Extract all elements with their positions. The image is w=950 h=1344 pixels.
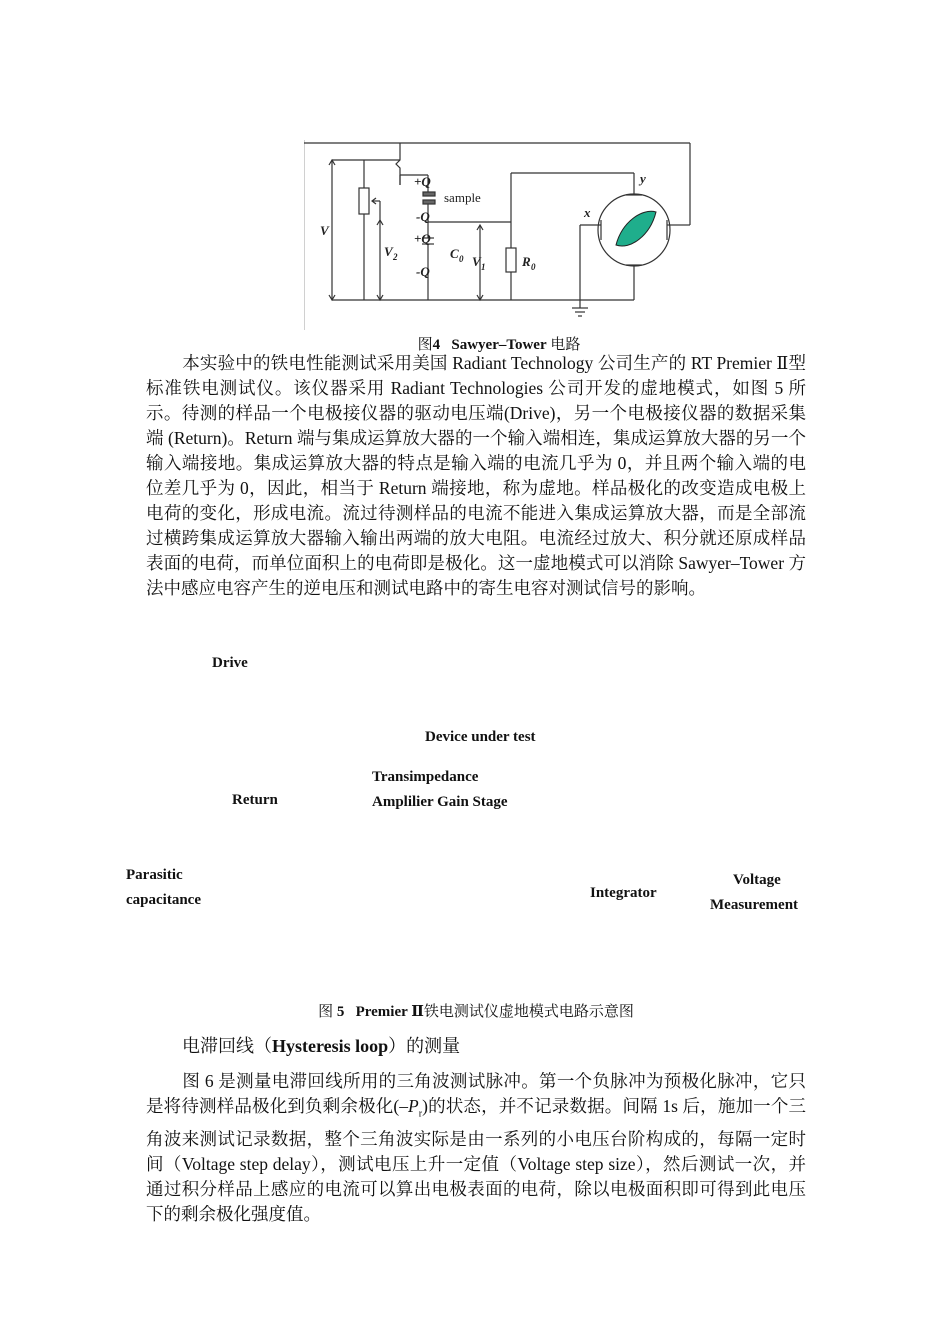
paragraph2-symbol: –P [399, 1096, 419, 1116]
fig4-c0-sub: 0 [459, 254, 464, 264]
caption5-title: Premier Ⅱ [355, 1004, 424, 1020]
paragraph1-text: 本实验中的铁电性能测试采用美国 Radiant Technology 公司生产的 RT Premier Ⅱ型标准铁电测试仪。该仪器采用 Radiant Technologies 公司开发的虚地模式，如图 5 所示。待测的样品一个电极接仪器的驱动电压端(Drive)，另一个电极接仪器的数据采集端 (Return)。Return 端与集成运算放大器的一个输入端相连，集成运算放大器的另一个输入端接地。集成运算放大器的特点是输入端的电流几乎为 0，并且两个输入端的电位差几乎为 0，因此，相当于 Return 端接地，称为虚地。样品极化的改变造成电极上电荷的变化，形成电流。流过待测样品的电流不能进入集成运算放大器，而是全部流过横跨集成运算放大器输入输出两端的放大电阻。电流经过放大、积分就还原成样品表面的电荷，而单位面积上的电荷即是极化。这一虚地模式可以消除 Sawyer–Tower 方法中感应电容产生的逆电压和测试电路中的寄生电容对测试信号的影响。 [146, 353, 806, 598]
fig5-integrator-label: Integrator [590, 885, 657, 901]
fig4-v1-label: V [472, 254, 481, 269]
fig5-voltage-label: Voltage [733, 872, 781, 888]
fig4-v-label: V [320, 223, 329, 238]
section-heading-hysteresis [182, 1032, 460, 1058]
fig5-parasitic-label: Parasitic [126, 867, 183, 883]
paragraph2-part1: 图 6 是测量电滞回线所用的三角波测试脉冲。第一个负脉冲为预极化脉冲，它只是将待测样品极化到负剩余极化( [146, 1071, 806, 1116]
caption4-title: Sawyer–Tower [451, 337, 547, 353]
fig4-sample-label: sample [444, 190, 481, 205]
caption5-num: 5 [336, 1004, 345, 1020]
paragraph-triangle-wave [146, 1069, 806, 1227]
fig4-v2-sub: 2 [393, 252, 398, 262]
heading-suffix: ）的测量 [388, 1036, 461, 1056]
fig4-v1-sub: 1 [481, 262, 486, 272]
caption5-prefix: 图 [318, 1004, 334, 1020]
fig4-c0-label: C [450, 246, 459, 261]
fig5-drive-label: Drive [212, 655, 248, 671]
fig4-minus-q1: -Q [416, 209, 430, 224]
fig4-r0-label: R [522, 254, 531, 269]
fig4-plus-q2: +Q [414, 231, 431, 246]
paragraph2-part2: )的状态，并不记录数据。间隔 1s 后，施加一个三角波来测试记录数据，整个三角波实际是由一系列的小电压台阶构成的，每隔一定时间（Voltage step delay），测试电压上升一定值（Voltage step size），然后测试一次，并通过积分样品上感应的电流可以算出电极表面的电荷，除以电极面积即可得到此电压下的剩余极化强度值。 [146, 1096, 807, 1224]
fig4-minus-q2: -Q [416, 264, 430, 279]
paragraph2-symbol-sub: r [418, 1108, 423, 1120]
fig4-y-label: y [640, 171, 646, 186]
fig5-return-label: Return [232, 792, 278, 808]
fig4-v2-label: V [384, 244, 393, 259]
heading-prefix: 电滞回线（ [182, 1036, 272, 1056]
figure5-caption [146, 1000, 806, 1021]
heading-bold: Hysteresis loop [272, 1036, 389, 1056]
fig4-x-label: x [584, 205, 591, 220]
fig5-capacitance-label: capacitance [126, 892, 201, 908]
caption4-prefix: 图 [417, 337, 433, 353]
sawyer-tower-circuit-figure [304, 140, 694, 330]
paragraph-virtual-ground [146, 351, 806, 601]
caption5-suffix: 铁电测试仪虚地模式电路示意图 [423, 1004, 634, 1020]
caption4-num: 4 [432, 337, 441, 353]
fig5-transimpedance-label: Transimpedance [372, 769, 479, 785]
fig4-plus-q1: +Q [414, 174, 431, 189]
fig5-measurement-label: Measurement [710, 897, 799, 913]
fig5-device-label: Device under test [425, 729, 536, 745]
caption4-suffix: 电路 [550, 337, 581, 353]
fig5-amplifier-label: Amplilier Gain Stage [372, 794, 508, 810]
fig4-r0-sub: 0 [531, 262, 536, 272]
